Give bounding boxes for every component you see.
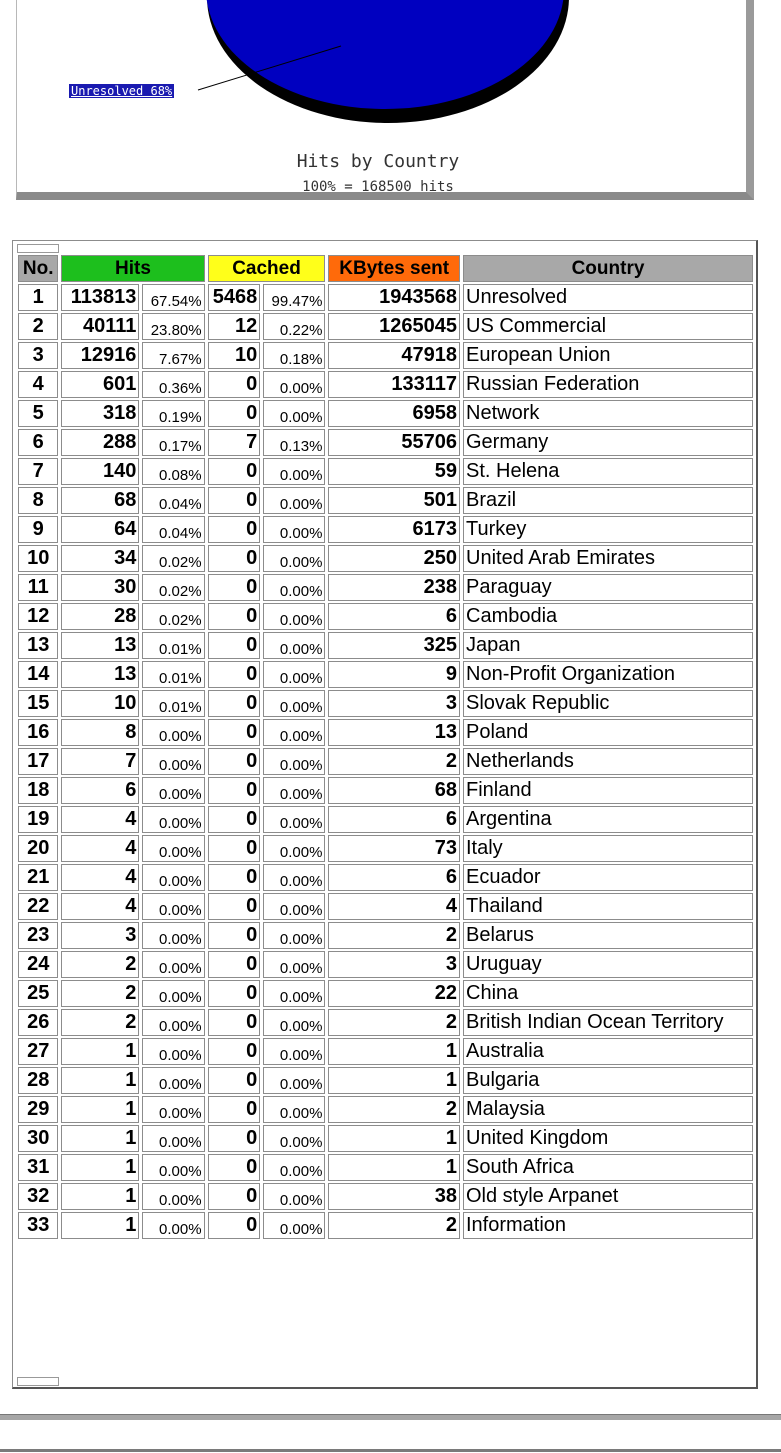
- cell-cached-pct: 0.00%: [263, 719, 325, 746]
- pie-chart-subtitle: 100% = 168500 hits: [302, 179, 454, 195]
- table-row: [18, 400, 753, 427]
- cell-cached: 0: [208, 1212, 261, 1239]
- cell-cached-pct: 0.00%: [263, 1125, 325, 1152]
- cell-hits-pct: 0.00%: [142, 922, 204, 949]
- table-row: [18, 1154, 753, 1181]
- cell-no: 2: [18, 313, 58, 340]
- cell-hits: 7: [61, 748, 139, 775]
- cell-kbytes-sent: 6: [328, 864, 460, 891]
- cell-cached: 0: [208, 1154, 261, 1181]
- cell-kbytes-sent: 133117: [328, 371, 460, 398]
- cell-hits-pct: 7.67%: [142, 342, 204, 369]
- cell-hits: 140: [61, 458, 139, 485]
- cell-hits-pct: 0.17%: [142, 429, 204, 456]
- cell-no: 4: [18, 371, 58, 398]
- cell-kbytes-sent: 1: [328, 1154, 460, 1181]
- cell-country: Non-Profit Organization: [463, 661, 753, 688]
- table-header-row: [18, 255, 753, 282]
- cell-kbytes-sent: 501: [328, 487, 460, 514]
- cell-hits: 1: [61, 1125, 139, 1152]
- cell-cached: 0: [208, 690, 261, 717]
- cell-hits-pct: 0.00%: [142, 864, 204, 891]
- cell-cached: 0: [208, 922, 261, 949]
- cell-country: Germany: [463, 429, 753, 456]
- table-spacer-top: [17, 244, 59, 253]
- cell-hits-pct: 0.00%: [142, 1183, 204, 1210]
- cell-cached: 0: [208, 574, 261, 601]
- cell-cached: 0: [208, 632, 261, 659]
- cell-cached-pct: 0.13%: [263, 429, 325, 456]
- cell-cached-pct: 0.00%: [263, 951, 325, 978]
- cell-kbytes-sent: 2: [328, 1212, 460, 1239]
- cell-kbytes-sent: 6173: [328, 516, 460, 543]
- cell-cached: 0: [208, 458, 261, 485]
- cell-country: Thailand: [463, 893, 753, 920]
- country-table-frame: [12, 240, 758, 1389]
- cell-cached-pct: 0.00%: [263, 1038, 325, 1065]
- cell-country: China: [463, 980, 753, 1007]
- cell-kbytes-sent: 3: [328, 951, 460, 978]
- cell-cached-pct: 0.00%: [263, 487, 325, 514]
- cell-hits: 1: [61, 1154, 139, 1181]
- table-row: [18, 313, 753, 340]
- table-row: [18, 487, 753, 514]
- cell-kbytes-sent: 2: [328, 748, 460, 775]
- cell-hits-pct: 0.00%: [142, 835, 204, 862]
- cell-hits: 64: [61, 516, 139, 543]
- table-row: [18, 1067, 753, 1094]
- cell-cached: 12: [208, 313, 261, 340]
- cell-kbytes-sent: 1265045: [328, 313, 460, 340]
- cell-no: 5: [18, 400, 58, 427]
- cell-kbytes-sent: 1: [328, 1038, 460, 1065]
- cell-cached: 0: [208, 1038, 261, 1065]
- cell-hits-pct: 0.04%: [142, 516, 204, 543]
- cell-cached-pct: 0.00%: [263, 371, 325, 398]
- table-row: [18, 893, 753, 920]
- cell-no: 28: [18, 1067, 58, 1094]
- cell-hits: 30: [61, 574, 139, 601]
- cell-cached-pct: 0.00%: [263, 922, 325, 949]
- cell-country: United Kingdom: [463, 1125, 753, 1152]
- cell-hits-pct: 0.08%: [142, 458, 204, 485]
- cell-kbytes-sent: 22: [328, 980, 460, 1007]
- cell-cached-pct: 0.00%: [263, 603, 325, 630]
- cell-cached: 0: [208, 545, 261, 572]
- cell-kbytes-sent: 1943568: [328, 284, 460, 311]
- cell-hits: 2: [61, 980, 139, 1007]
- cell-country: Poland: [463, 719, 753, 746]
- cell-country: Network: [463, 400, 753, 427]
- cell-no: 12: [18, 603, 58, 630]
- cell-cached-pct: 0.00%: [263, 1212, 325, 1239]
- table-body: [18, 284, 753, 1239]
- cell-no: 22: [18, 893, 58, 920]
- table-row: [18, 371, 753, 398]
- table-row: [18, 777, 753, 804]
- cell-hits-pct: 0.00%: [142, 1125, 204, 1152]
- cell-hits: 13: [61, 661, 139, 688]
- cell-hits-pct: 0.04%: [142, 487, 204, 514]
- cell-hits: 601: [61, 371, 139, 398]
- cell-country: Argentina: [463, 806, 753, 833]
- cell-cached-pct: 0.00%: [263, 545, 325, 572]
- cell-cached: 0: [208, 1096, 261, 1123]
- cell-cached-pct: 99.47%: [263, 284, 325, 311]
- cell-country: Australia: [463, 1038, 753, 1065]
- cell-country: Italy: [463, 835, 753, 862]
- pie-chart-panel: [16, 0, 754, 200]
- cell-hits: 68: [61, 487, 139, 514]
- cell-no: 23: [18, 922, 58, 949]
- cell-country: US Commercial: [463, 313, 753, 340]
- cell-country: Finland: [463, 777, 753, 804]
- cell-country: Paraguay: [463, 574, 753, 601]
- cell-cached-pct: 0.00%: [263, 574, 325, 601]
- cell-hits-pct: 0.00%: [142, 748, 204, 775]
- cell-cached: 10: [208, 342, 261, 369]
- cell-kbytes-sent: 325: [328, 632, 460, 659]
- cell-country: European Union: [463, 342, 753, 369]
- cell-country: Uruguay: [463, 951, 753, 978]
- header-cached: Cached: [208, 255, 326, 282]
- cell-hits-pct: 0.01%: [142, 690, 204, 717]
- table-row: [18, 1009, 753, 1036]
- cell-no: 17: [18, 748, 58, 775]
- table-row: [18, 719, 753, 746]
- cell-cached-pct: 0.00%: [263, 1009, 325, 1036]
- cell-cached-pct: 0.00%: [263, 661, 325, 688]
- cell-hits: 1: [61, 1096, 139, 1123]
- cell-no: 32: [18, 1183, 58, 1210]
- table-row: [18, 458, 753, 485]
- country-stats-table: [15, 253, 756, 1241]
- cell-hits: 4: [61, 864, 139, 891]
- cell-cached-pct: 0.00%: [263, 980, 325, 1007]
- table-spacer-bottom: [17, 1377, 59, 1386]
- horizontal-rule-bottom: [0, 1449, 781, 1452]
- cell-cached-pct: 0.00%: [263, 806, 325, 833]
- table-row: [18, 516, 753, 543]
- cell-hits: 1: [61, 1038, 139, 1065]
- cell-hits: 8: [61, 719, 139, 746]
- cell-cached-pct: 0.00%: [263, 632, 325, 659]
- cell-no: 33: [18, 1212, 58, 1239]
- cell-no: 24: [18, 951, 58, 978]
- cell-cached-pct: 0.00%: [263, 748, 325, 775]
- cell-no: 3: [18, 342, 58, 369]
- cell-cached: 0: [208, 1067, 261, 1094]
- table-row: [18, 284, 753, 311]
- cell-cached-pct: 0.00%: [263, 516, 325, 543]
- cell-hits: 6: [61, 777, 139, 804]
- table-row: [18, 603, 753, 630]
- cell-hits: 34: [61, 545, 139, 572]
- table-row: [18, 661, 753, 688]
- cell-cached: 0: [208, 719, 261, 746]
- cell-kbytes-sent: 4: [328, 893, 460, 920]
- cell-no: 30: [18, 1125, 58, 1152]
- cell-cached: 0: [208, 603, 261, 630]
- cell-hits-pct: 0.00%: [142, 1154, 204, 1181]
- cell-hits: 10: [61, 690, 139, 717]
- cell-cached: 0: [208, 661, 261, 688]
- cell-kbytes-sent: 59: [328, 458, 460, 485]
- cell-cached: 0: [208, 893, 261, 920]
- cell-no: 8: [18, 487, 58, 514]
- cell-cached: 0: [208, 748, 261, 775]
- cell-kbytes-sent: 3: [328, 690, 460, 717]
- cell-country: Russian Federation: [463, 371, 753, 398]
- cell-hits-pct: 0.00%: [142, 1038, 204, 1065]
- cell-cached-pct: 0.22%: [263, 313, 325, 340]
- cell-hits-pct: 0.02%: [142, 545, 204, 572]
- cell-kbytes-sent: 2: [328, 922, 460, 949]
- header-no: No.: [18, 255, 58, 282]
- cell-hits-pct: 0.19%: [142, 400, 204, 427]
- pie-slice-label: Unresolved 68%: [71, 84, 173, 98]
- table-row: [18, 980, 753, 1007]
- cell-cached: 5468: [208, 284, 261, 311]
- table-row: [18, 1212, 753, 1239]
- cell-country: South Africa: [463, 1154, 753, 1181]
- cell-country: St. Helena: [463, 458, 753, 485]
- cell-no: 25: [18, 980, 58, 1007]
- cell-cached-pct: 0.00%: [263, 864, 325, 891]
- cell-hits: 288: [61, 429, 139, 456]
- cell-no: 14: [18, 661, 58, 688]
- cell-kbytes-sent: 6: [328, 603, 460, 630]
- cell-kbytes-sent: 13: [328, 719, 460, 746]
- table-row: [18, 806, 753, 833]
- header-kbytes-sent: KBytes sent: [328, 255, 460, 282]
- cell-cached-pct: 0.00%: [263, 458, 325, 485]
- cell-hits-pct: 0.00%: [142, 893, 204, 920]
- cell-country: Turkey: [463, 516, 753, 543]
- table-row: [18, 1183, 753, 1210]
- cell-no: 18: [18, 777, 58, 804]
- cell-hits: 2: [61, 1009, 139, 1036]
- cell-hits: 40111: [61, 313, 139, 340]
- table-row: [18, 951, 753, 978]
- cell-hits: 318: [61, 400, 139, 427]
- cell-cached: 0: [208, 400, 261, 427]
- table-row: [18, 342, 753, 369]
- cell-cached-pct: 0.00%: [263, 893, 325, 920]
- cell-country: Unresolved: [463, 284, 753, 311]
- cell-hits-pct: 0.02%: [142, 603, 204, 630]
- cell-country: United Arab Emirates: [463, 545, 753, 572]
- cell-cached: 7: [208, 429, 261, 456]
- cell-hits-pct: 67.54%: [142, 284, 204, 311]
- cell-no: 9: [18, 516, 58, 543]
- cell-cached-pct: 0.00%: [263, 1183, 325, 1210]
- cell-cached: 0: [208, 371, 261, 398]
- cell-country: British Indian Ocean Territory: [463, 1009, 753, 1036]
- cell-kbytes-sent: 2: [328, 1009, 460, 1036]
- table-row: [18, 1096, 753, 1123]
- cell-no: 13: [18, 632, 58, 659]
- cell-hits: 1: [61, 1183, 139, 1210]
- cell-no: 29: [18, 1096, 58, 1123]
- table-row: [18, 632, 753, 659]
- cell-kbytes-sent: 9: [328, 661, 460, 688]
- cell-kbytes-sent: 68: [328, 777, 460, 804]
- cell-cached: 0: [208, 864, 261, 891]
- cell-hits-pct: 0.00%: [142, 1009, 204, 1036]
- cell-hits-pct: 0.00%: [142, 1096, 204, 1123]
- cell-country: Belarus: [463, 922, 753, 949]
- cell-no: 20: [18, 835, 58, 862]
- cell-country: Information: [463, 1212, 753, 1239]
- cell-no: 16: [18, 719, 58, 746]
- cell-hits-pct: 0.01%: [142, 632, 204, 659]
- cell-hits-pct: 0.00%: [142, 1067, 204, 1094]
- cell-cached: 0: [208, 951, 261, 978]
- cell-hits: 113813: [61, 284, 139, 311]
- cell-no: 15: [18, 690, 58, 717]
- cell-hits: 13: [61, 632, 139, 659]
- cell-cached: 0: [208, 806, 261, 833]
- cell-country: Old style Arpanet: [463, 1183, 753, 1210]
- cell-cached: 0: [208, 487, 261, 514]
- cell-cached: 0: [208, 1183, 261, 1210]
- cell-cached-pct: 0.00%: [263, 835, 325, 862]
- cell-country: Netherlands: [463, 748, 753, 775]
- cell-cached: 0: [208, 516, 261, 543]
- cell-hits-pct: 0.36%: [142, 371, 204, 398]
- cell-no: 10: [18, 545, 58, 572]
- cell-cached-pct: 0.00%: [263, 400, 325, 427]
- table-row: [18, 835, 753, 862]
- cell-cached-pct: 0.00%: [263, 1096, 325, 1123]
- cell-hits: 4: [61, 835, 139, 862]
- cell-hits: 4: [61, 893, 139, 920]
- cell-no: 21: [18, 864, 58, 891]
- cell-kbytes-sent: 1: [328, 1125, 460, 1152]
- cell-hits: 28: [61, 603, 139, 630]
- cell-cached: 0: [208, 777, 261, 804]
- cell-hits-pct: 0.02%: [142, 574, 204, 601]
- table-row: [18, 864, 753, 891]
- cell-cached-pct: 0.00%: [263, 1154, 325, 1181]
- cell-cached-pct: 0.18%: [263, 342, 325, 369]
- cell-hits: 4: [61, 806, 139, 833]
- cell-kbytes-sent: 6: [328, 806, 460, 833]
- header-hits: Hits: [61, 255, 204, 282]
- cell-no: 19: [18, 806, 58, 833]
- cell-cached-pct: 0.00%: [263, 777, 325, 804]
- cell-country: Japan: [463, 632, 753, 659]
- cell-country: Ecuador: [463, 864, 753, 891]
- cell-country: Bulgaria: [463, 1067, 753, 1094]
- table-row: [18, 1038, 753, 1065]
- cell-country: Malaysia: [463, 1096, 753, 1123]
- cell-kbytes-sent: 55706: [328, 429, 460, 456]
- cell-kbytes-sent: 38: [328, 1183, 460, 1210]
- cell-kbytes-sent: 1: [328, 1067, 460, 1094]
- cell-no: 1: [18, 284, 58, 311]
- cell-hits-pct: 0.00%: [142, 806, 204, 833]
- table-row: [18, 1125, 753, 1152]
- cell-kbytes-sent: 2: [328, 1096, 460, 1123]
- table-row: [18, 429, 753, 456]
- cell-cached-pct: 0.00%: [263, 1067, 325, 1094]
- cell-hits: 2: [61, 951, 139, 978]
- header-country: Country: [463, 255, 753, 282]
- cell-kbytes-sent: 6958: [328, 400, 460, 427]
- cell-no: 27: [18, 1038, 58, 1065]
- table-row: [18, 748, 753, 775]
- table-row: [18, 922, 753, 949]
- cell-kbytes-sent: 73: [328, 835, 460, 862]
- pie-chart-title: Hits by Country: [296, 151, 460, 172]
- cell-hits-pct: 23.80%: [142, 313, 204, 340]
- cell-no: 7: [18, 458, 58, 485]
- cell-cached: 0: [208, 980, 261, 1007]
- horizontal-rule: [0, 1414, 781, 1420]
- cell-hits-pct: 0.00%: [142, 951, 204, 978]
- cell-hits-pct: 0.00%: [142, 1212, 204, 1239]
- cell-kbytes-sent: 47918: [328, 342, 460, 369]
- cell-hits-pct: 0.01%: [142, 661, 204, 688]
- cell-no: 31: [18, 1154, 58, 1181]
- cell-country: Cambodia: [463, 603, 753, 630]
- cell-cached: 0: [208, 835, 261, 862]
- cell-hits: 12916: [61, 342, 139, 369]
- pie-slice-unresolved: [206, 0, 564, 109]
- table-row: [18, 545, 753, 572]
- table-row: [18, 690, 753, 717]
- cell-no: 6: [18, 429, 58, 456]
- cell-no: 26: [18, 1009, 58, 1036]
- cell-hits-pct: 0.00%: [142, 777, 204, 804]
- cell-hits: 1: [61, 1067, 139, 1094]
- cell-no: 11: [18, 574, 58, 601]
- cell-cached-pct: 0.00%: [263, 690, 325, 717]
- cell-kbytes-sent: 250: [328, 545, 460, 572]
- cell-kbytes-sent: 238: [328, 574, 460, 601]
- cell-country: Brazil: [463, 487, 753, 514]
- cell-country: Slovak Republic: [463, 690, 753, 717]
- cell-hits-pct: 0.00%: [142, 719, 204, 746]
- cell-hits: 1: [61, 1212, 139, 1239]
- table-row: [18, 574, 753, 601]
- cell-hits-pct: 0.00%: [142, 980, 204, 1007]
- cell-cached: 0: [208, 1125, 261, 1152]
- cell-cached: 0: [208, 1009, 261, 1036]
- cell-hits: 3: [61, 922, 139, 949]
